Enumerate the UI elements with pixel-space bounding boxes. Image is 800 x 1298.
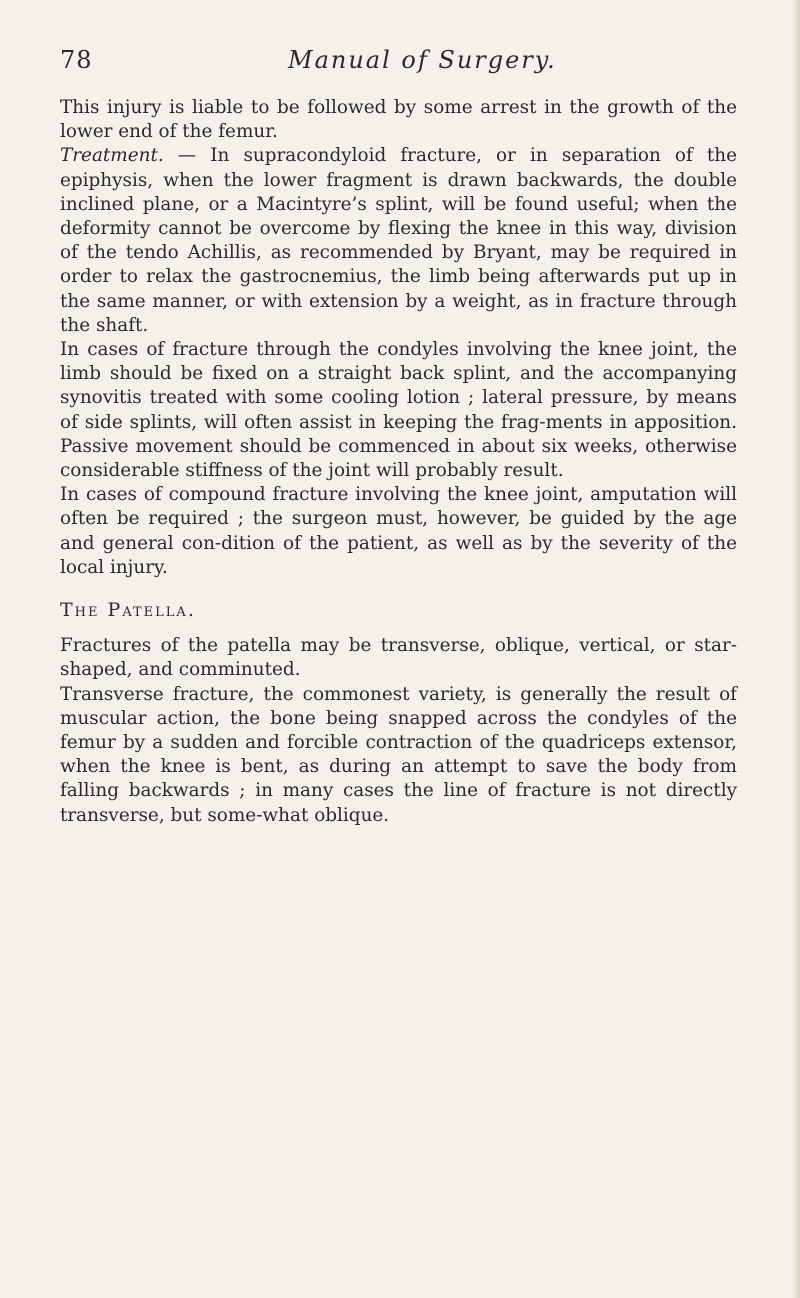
page-header: [60, 46, 760, 86]
paragraph-compound-fracture: In cases of compound fracture involving the knee joint, amputation will often be required ; the surgeon must, however, be guided by the age and general con-dition of the patient, as well as by the severity of the local injury.: [60, 484, 737, 578]
page-number: 78: [60, 46, 93, 74]
body-text: [60, 96, 737, 828]
paragraph-growth-arrest: This injury is liable to be followed by some arrest in the growth of the lower end of the femur.: [60, 97, 737, 143]
treatment-label: Treatment.: [60, 145, 164, 167]
paragraph-patella-types: Fractures of the patella may be transverse, oblique, vertical, or star-shaped, and comminuted.: [60, 635, 737, 681]
paragraph-treatment: [60, 144, 737, 338]
treatment-text: — In supracondyloid fracture, or in separation of the epiphysis, when the lower fragment is drawn backwards, the double inclined plane, or a Macintyre’s splint, will be found useful; when the deformity cannot be overcome by flexing the knee in this way, division of the tendo Achillis, as recommended by Bryant, may be required in order to relax the gastrocnemius, the limb being afterwards put up in the same manner, or with extension by a weight, as in fracture through the shaft.: [60, 145, 737, 336]
paragraph-transverse-fracture: Transverse fracture, the commonest variety, is generally the result of muscular action, the bone being snapped across the condyles of the femur by a sudden and forcible contraction of the quadriceps extensor, when the knee is bent, as during an attempt to save the body from falling backwards ; in many cases the line of fracture is not directly transverse, but some-what oblique.: [60, 683, 737, 826]
page-edge-shadow: [792, 0, 800, 1298]
section-heading-patella: The Patella.: [60, 599, 196, 622]
running-title: Manual of Surgery.: [288, 46, 557, 74]
paragraph-condyles: In cases of fracture through the condyles involving the knee joint, the limb should be fixed on a straight back splint, and the accompanying synovitis treated with some cooling lotion ; lateral pressure, by means of side splints, will often assist in keeping the frag-ments in apposition. Passive movement should be commenced in about six weeks, otherwise considerable stiffness of the joint will probably result.: [60, 339, 737, 482]
